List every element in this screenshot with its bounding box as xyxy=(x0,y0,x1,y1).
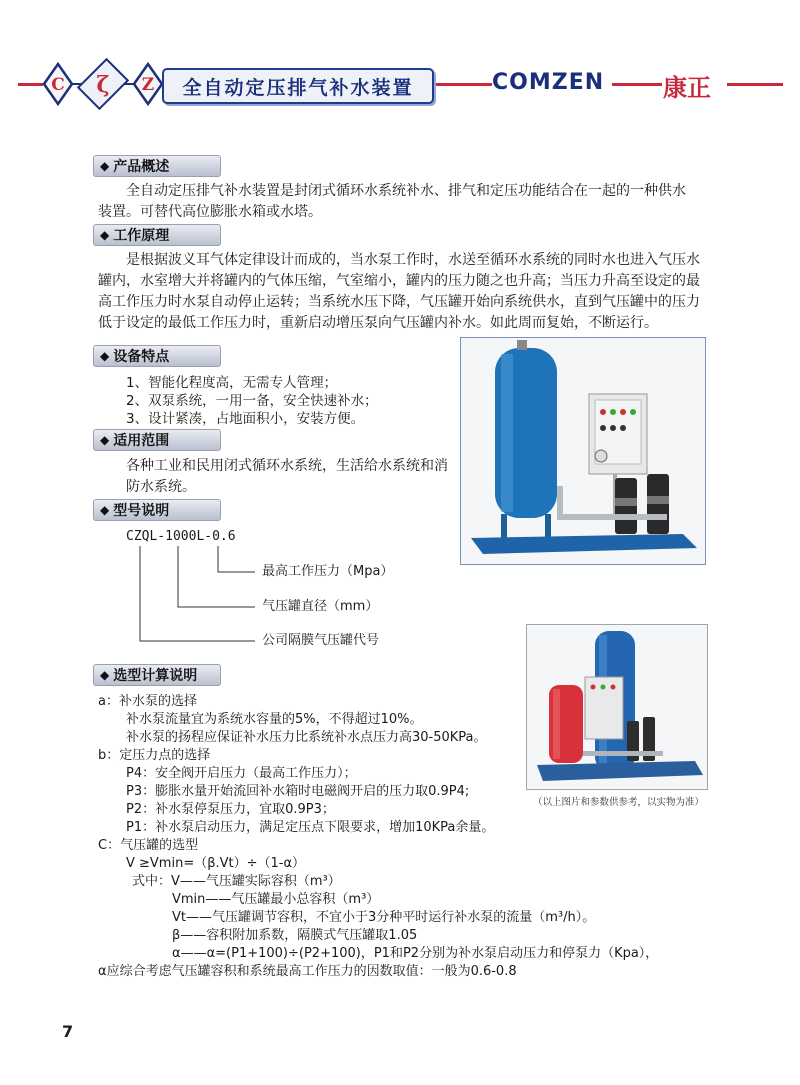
calc-formula: V ≥Vmin=（β.Vt）÷（1-α） xyxy=(126,856,306,871)
page-title: 全自动定压排气补水装置 xyxy=(162,68,434,104)
diamond-bullet-icon: ◆ xyxy=(100,159,110,173)
diamond-bullet-icon: ◆ xyxy=(100,503,110,517)
section-header-calc: ◆ 选型计算说明 xyxy=(93,664,221,686)
photo-caption: （以上图片和参数供参考，以实物为准） xyxy=(533,797,705,808)
calc-def-alpha: α——α=(P1+100)÷(P2+100)，P1和P2分别为补水泵启动压力和停泵力（Kpa）， xyxy=(172,946,659,961)
svg-text:ζ: ζ xyxy=(96,72,110,98)
header-rule-right xyxy=(727,83,783,86)
calc-line-c: C：气压罐的选型 xyxy=(98,838,199,853)
calc-line-b: b：定压力点的选择 xyxy=(98,748,211,763)
diamond-bullet-icon: ◆ xyxy=(100,228,110,242)
company-logo xyxy=(38,58,168,110)
calc-def-beta: β——容积附加系数，隔膜式气压罐取1.05 xyxy=(172,928,418,943)
header-rule-mid xyxy=(430,83,492,86)
section-header-overview: ◆ 产品概述 xyxy=(93,155,221,177)
calc-line-p1: P1：补水泵启动压力，满足定压点下限要求，增加10KPa余量。 xyxy=(126,820,495,835)
calc-line-1: 补水泵流量宜为系统水容量的5%，不得超过10%。 xyxy=(126,712,423,727)
model-label-pressure: 最高工作压力（Mpa） xyxy=(262,564,394,579)
calc-line-p4: P4：安全阀开启压力（最高工作压力）； xyxy=(126,766,357,781)
section-header-principle: ◆ 工作原理 xyxy=(93,224,221,246)
product-photo-1 xyxy=(460,337,706,565)
diamond-bullet-icon: ◆ xyxy=(100,668,110,682)
calc-alpha-note: α应综合考虑气压罐容积和系统最高工作压力的因数取值：一般为0.6-0.8 xyxy=(98,964,517,979)
brand-chinese: 康正 xyxy=(663,74,711,102)
header-rule-mid2 xyxy=(612,83,662,86)
model-code: CZQL-1000L-0.6 xyxy=(126,529,236,544)
diamond-bullet-icon: ◆ xyxy=(100,433,110,447)
brand-english: COMZEN xyxy=(492,70,605,95)
model-diagram-lines xyxy=(130,545,260,645)
section-header-model: ◆ 型号说明 xyxy=(93,499,221,521)
calc-line-a: a：补水泵的选择 xyxy=(98,694,197,709)
model-label-code: 公司隔膜气压罐代号 xyxy=(262,633,380,648)
calc-def-vmin: Vmin——气压罐最小总容积（m³） xyxy=(172,892,380,907)
scope-text: 各种工业和民用闭式循环水系统，生活给水系统和消防水系统。 xyxy=(126,458,448,495)
model-label-diameter: 气压罐直径（mm） xyxy=(262,599,379,614)
feature-item-3: 3、设计紧凑，占地面积小，安装方便。 xyxy=(126,411,365,427)
calc-line-2: 补水泵的扬程应保证补水压力比系统补水点压力高30-50KPa。 xyxy=(126,730,487,745)
product-photo-2 xyxy=(526,624,708,790)
overview-text: 全自动定压排气补水装置是封闭式循环水系统补水、排气和定压功能结合在一起的一种供水装置。可替代高位膨胀水箱或水塔。 xyxy=(98,183,686,220)
principle-text: 是根据波义耳气体定律设计而成的，当水泵工作时，水送至循环水系统的同时水也进入气压水罐内，水室增大并将罐内的气体压缩，气室缩小，罐内的压力随之也升高；当压力升高至设定的最高工作压力时水泵自动停止运转；当系统水压下降，气压罐开始向系统供水，直到气压罐中的压力低于设定的最低工作压力时，重新启动增压泵向气压罐内补水。如此周而复始，不断运行。 xyxy=(98,252,700,331)
section-header-features: ◆ 设备特点 xyxy=(93,345,221,367)
feature-item-2: 2、双泵系统，一用一备，安全快速补水； xyxy=(126,393,378,409)
calc-def-vt: Vt——气压罐调节容积，不宜小于3分种平时运行补水泵的流量（m³/h）。 xyxy=(172,910,596,925)
feature-item-1: 1、智能化程度高，无需专人管理； xyxy=(126,375,338,391)
calc-line-p2: P2：补水泵停泵压力，宜取0.9P3； xyxy=(126,802,335,817)
diamond-bullet-icon: ◆ xyxy=(100,349,110,363)
page-number: 7 xyxy=(62,1022,74,1041)
calc-def-v: 式中：V——气压罐实际容积（m³） xyxy=(132,874,341,889)
calc-line-p3: P3：膨胀水量开始流回补水箱时电磁阀开启的压力取0.9P4; xyxy=(126,784,470,799)
section-header-scope: ◆ 适用范围 xyxy=(93,429,221,451)
logo-letter-z: Z xyxy=(141,75,155,95)
logo-letter-c: C xyxy=(51,75,65,95)
